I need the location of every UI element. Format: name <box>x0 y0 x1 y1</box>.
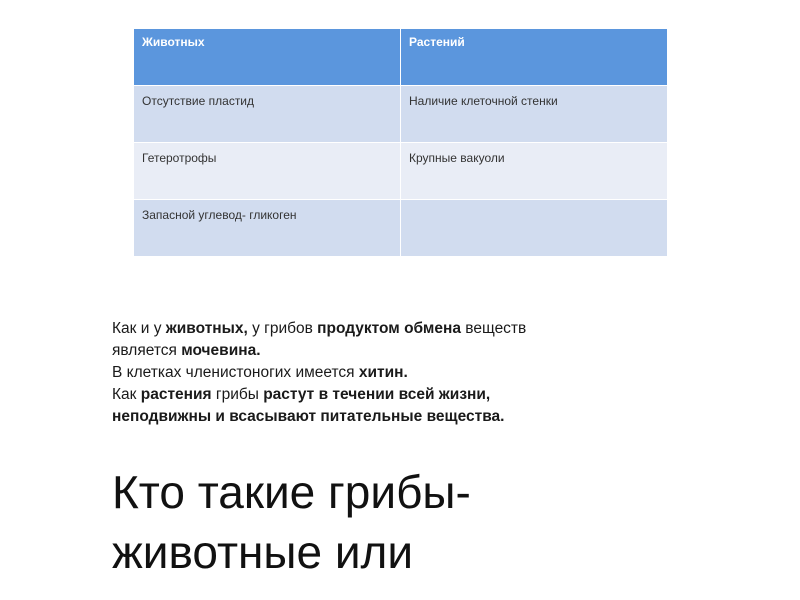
paragraph-line <box>112 406 692 428</box>
table-row <box>134 86 668 143</box>
title-line: Кто такие грибы- <box>112 466 471 518</box>
text-span: грибы <box>211 386 264 403</box>
text-span: веществ <box>461 320 527 337</box>
bold-text: неподвижны и всасывают питательные вещества. <box>112 408 505 425</box>
table-header-row <box>134 29 668 86</box>
text-span: у грибов <box>247 320 318 337</box>
paragraph-line <box>112 362 692 384</box>
title-line: животные или <box>112 526 414 578</box>
body-paragraph <box>112 318 692 428</box>
table-row <box>134 143 668 200</box>
paragraph-line <box>112 318 692 340</box>
paragraph-line <box>112 384 692 406</box>
table-cell: Крупные вакуоли <box>401 143 668 200</box>
slide-title <box>112 462 712 582</box>
table-row <box>134 200 668 257</box>
bold-text: растения <box>140 386 212 403</box>
bold-text: мочевина. <box>181 342 261 359</box>
bold-text: животных, <box>165 320 248 337</box>
text-span: является <box>112 342 182 359</box>
text-span: Как и у <box>112 320 166 337</box>
table-header-animals: Животных <box>134 29 401 86</box>
text-span: Как <box>112 386 141 403</box>
table-cell: Отсутствие пластид <box>134 86 401 143</box>
table-header-plants: Растений <box>401 29 668 86</box>
table-cell-empty <box>401 200 668 257</box>
table-cell: Наличие клеточной стенки <box>401 86 668 143</box>
text-span: В клетках членистоногих имеется <box>112 364 359 381</box>
paragraph-line <box>112 340 692 362</box>
bold-text: растут в течении всей жизни, <box>263 386 491 403</box>
bold-text: продуктом обмена <box>317 320 461 337</box>
table-cell: Запасной углевод- гликоген <box>134 200 401 257</box>
bold-text: хитин. <box>358 364 408 381</box>
comparison-table <box>133 28 668 257</box>
table-cell: Гетеротрофы <box>134 143 401 200</box>
